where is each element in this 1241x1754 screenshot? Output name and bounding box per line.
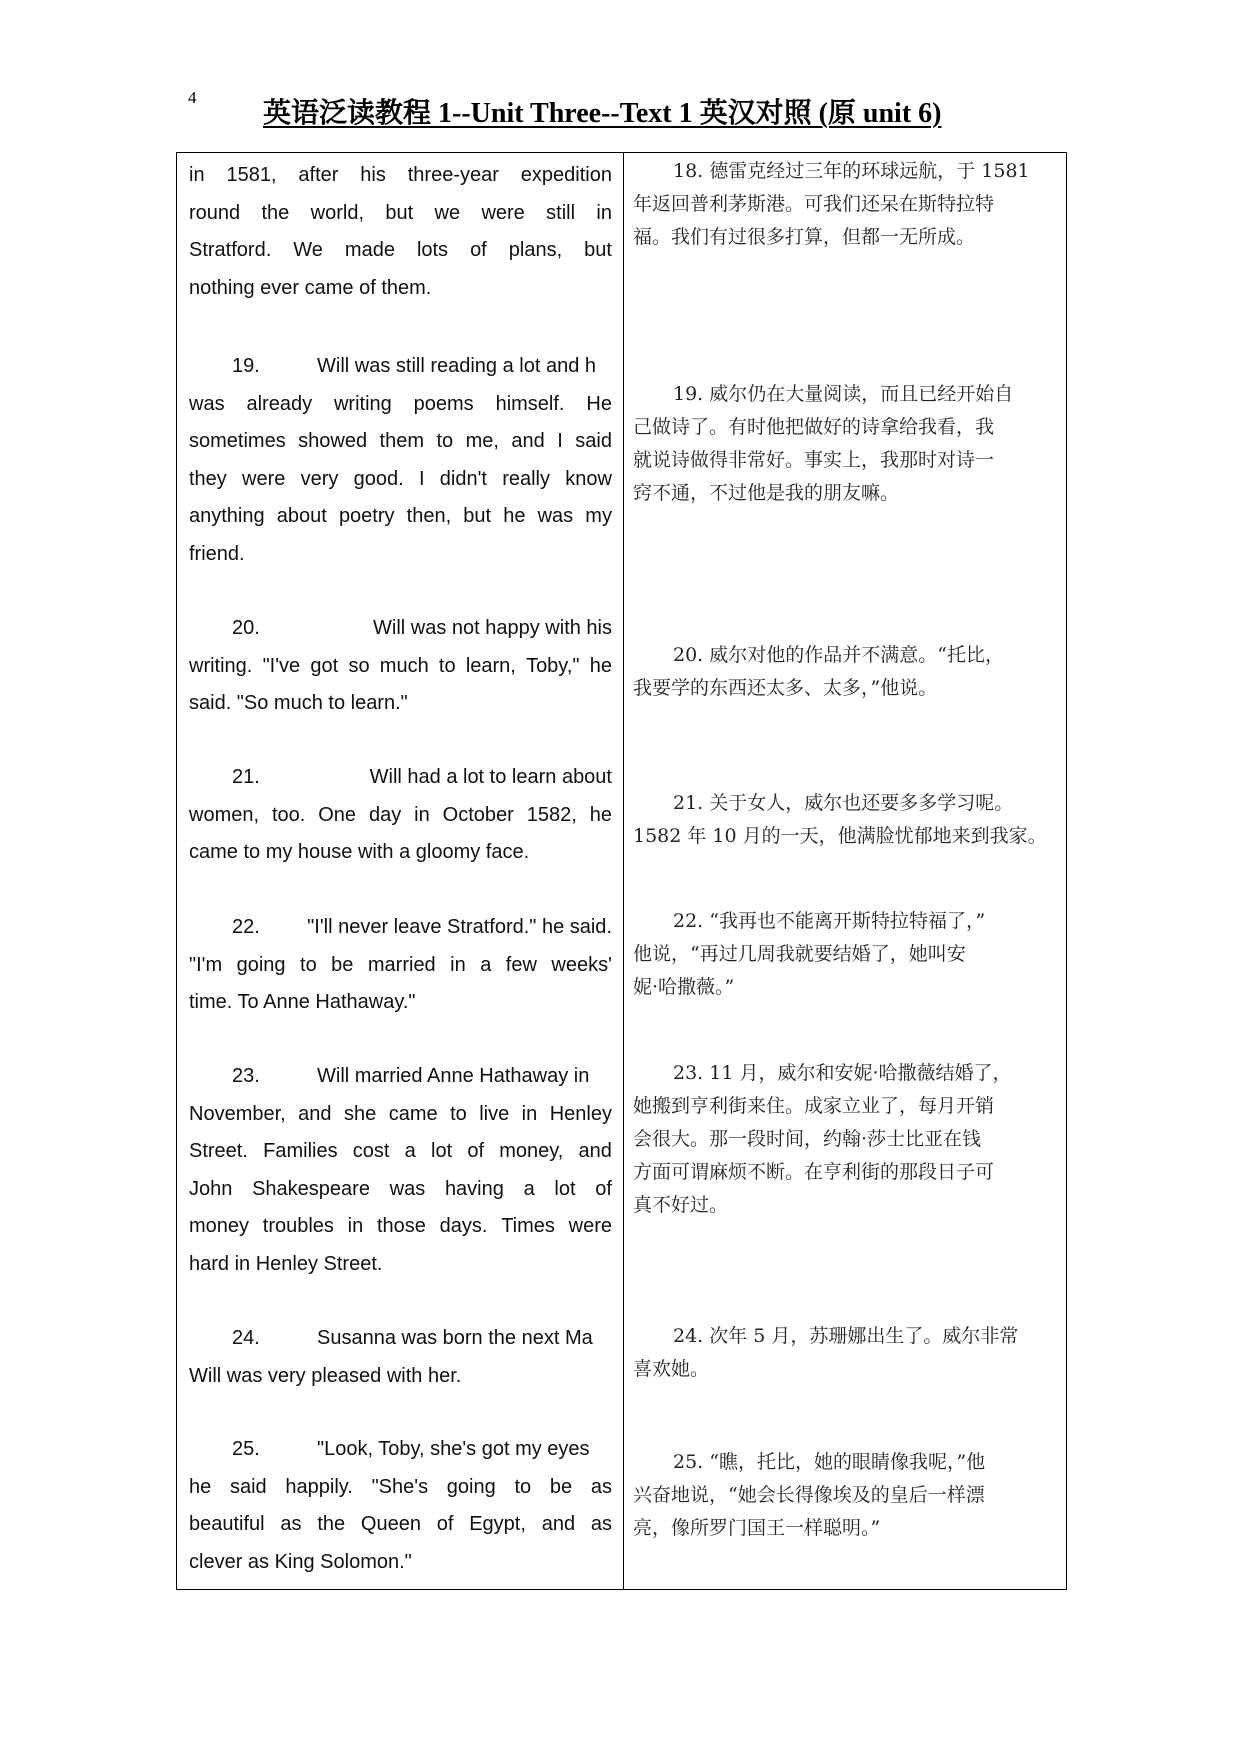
english-line: beautiful as the Queen of Egypt, and as	[189, 1513, 612, 1535]
paragraph-number: 22.	[232, 916, 260, 938]
english-line: 20. Will was not happy with his	[189, 610, 612, 648]
chinese-line: 我要学的东西还太多、太多，”他说。	[633, 677, 938, 699]
chinese-cell	[633, 1446, 1069, 1545]
chinese-line: 亮，像所罗门国王一样聪明。”	[633, 1517, 881, 1539]
english-line: time. To Anne Hathaway."	[189, 991, 416, 1013]
chinese-cell	[633, 905, 1069, 1004]
english-cell	[189, 909, 612, 1022]
chinese-line: 22. “我再也不能离开斯特拉特福了，”	[673, 910, 986, 932]
english-line: Street. Families cost a lot of money, and	[189, 1140, 612, 1162]
english-line: anything about poetry then, but he was my	[189, 505, 612, 527]
english-line: 22. "I'll never leave Stratford." he said.	[189, 909, 612, 947]
chinese-line: 1582 年 10 月的一天，他满脸忧郁地来到我家。	[633, 825, 1047, 847]
english-line: friend.	[189, 542, 245, 565]
english-line: was already writing poems himself. He	[189, 392, 612, 415]
chinese-line: 妮·哈撒薇。”	[633, 976, 735, 998]
chinese-line: 21. 关于女人，威尔也还要多多学习呢。	[673, 792, 1014, 814]
chinese-line: 20. 威尔对他的作品并不满意。“托比，	[673, 644, 1004, 666]
english-cell	[189, 1431, 612, 1581]
english-cell	[189, 348, 612, 573]
english-line: hard in Henley Street.	[189, 1252, 383, 1275]
paragraph-number: 25.	[232, 1438, 260, 1460]
chinese-line: 窍不通，不过他是我的朋友嘛。	[633, 482, 900, 504]
english-line: round the world, but we were still in	[189, 201, 612, 224]
english-line: "I'm going to be married in a few weeks'	[189, 953, 612, 976]
chinese-line: 喜欢她。	[633, 1358, 710, 1380]
english-line: money troubles in those days. Times were	[189, 1215, 612, 1237]
english-cell	[189, 759, 612, 872]
english-line: 23. Will married Anne Hathaway in	[189, 1058, 612, 1096]
paragraph-number: 19.	[232, 355, 260, 377]
chinese-cell	[633, 787, 1069, 853]
english-line: he said happily. "She's going to be as	[189, 1475, 612, 1498]
chinese-line: 福。我们有过很多打算，但都一无所成。	[633, 226, 976, 248]
english-line: 21. Will had a lot to learn about	[189, 759, 612, 797]
english-line: 24. Susanna was born the next Ma	[189, 1320, 612, 1358]
english-line: 19. Will was still reading a lot and h	[189, 348, 612, 386]
chinese-line: 己做诗了。有时他把做好的诗拿给我看，我	[633, 416, 995, 438]
english-line: November, and she came to live in Henley	[189, 1102, 612, 1125]
english-line: nothing ever came of them.	[189, 276, 432, 299]
chinese-line: 24. 次年 5 月，苏珊娜出生了。威尔非常	[673, 1325, 1019, 1347]
page-title: 英语泛读教程 1--Unit Three--Text 1 英汉对照 (原 unit 6)	[263, 98, 942, 129]
page-number: 4	[188, 88, 197, 107]
chinese-line: 兴奋地说，“她会长得像埃及的皇后一样漂	[633, 1484, 985, 1506]
chinese-cell	[633, 1320, 1069, 1386]
column-divider	[623, 153, 624, 1589]
chinese-line: 23. 11 月，威尔和安妮·哈撒薇结婚了，	[673, 1062, 1012, 1084]
english-line: writing. "I've got so much to learn, Toby," he	[189, 654, 612, 677]
chinese-cell	[633, 378, 1069, 510]
chinese-line: 她搬到亨利街来住。成家立业了，每月开销	[633, 1095, 995, 1117]
english-cell	[189, 157, 612, 307]
english-cell	[189, 1320, 612, 1395]
english-line: came to my house with a gloomy face.	[189, 841, 530, 863]
paragraph-number: 24.	[232, 1327, 260, 1349]
english-line: clever as King Solomon."	[189, 1550, 412, 1573]
chinese-line: 会很大。那一段时间，约翰·莎士比亚在钱	[633, 1128, 982, 1150]
chinese-line: 他说，“再过几周我就要结婚了，她叫安	[633, 943, 966, 965]
chinese-line: 18. 德雷克经过三年的环球远航，于 1581	[673, 160, 1030, 182]
english-cell	[189, 610, 612, 723]
chinese-line: 年返回普利茅斯港。可我们还呆在斯特拉特	[633, 193, 995, 215]
english-cell	[189, 1058, 612, 1283]
english-line: John Shakespeare was having a lot of	[189, 1177, 612, 1200]
paragraph-number: 21.	[232, 766, 260, 788]
chinese-cell	[633, 639, 1069, 705]
chinese-cell	[633, 155, 1069, 254]
english-line: in 1581, after his three-year expedition	[189, 164, 612, 186]
chinese-line: 方面可谓麻烦不断。在亨利街的那段日子可	[633, 1161, 995, 1183]
english-line: they were very good. I didn't really know	[189, 467, 612, 490]
english-line: 25. "Look, Toby, she's got my eyes	[189, 1431, 612, 1469]
chinese-line: 就说诗做得非常好。事实上，我那时对诗一	[633, 449, 995, 471]
chinese-line: 25. “瞧，托比，她的眼睛像我呢，”他	[673, 1451, 986, 1473]
english-line: Will was very pleased with her.	[189, 1364, 462, 1387]
chinese-line: 真不好过。	[633, 1194, 729, 1216]
bilingual-table	[176, 152, 1067, 1590]
english-line: Stratford. We made lots of plans, but	[189, 239, 612, 261]
paragraph-number: 20.	[232, 617, 260, 639]
paragraph-number: 23.	[232, 1065, 260, 1087]
english-line: women, too. One day in October 1582, he	[189, 803, 612, 826]
english-line: sometimes showed them to me, and I said	[189, 430, 612, 452]
chinese-line: 19. 威尔仍在大量阅读，而且已经开始自	[673, 383, 1014, 405]
english-line: said. "So much to learn."	[189, 692, 408, 714]
chinese-cell	[633, 1057, 1069, 1222]
